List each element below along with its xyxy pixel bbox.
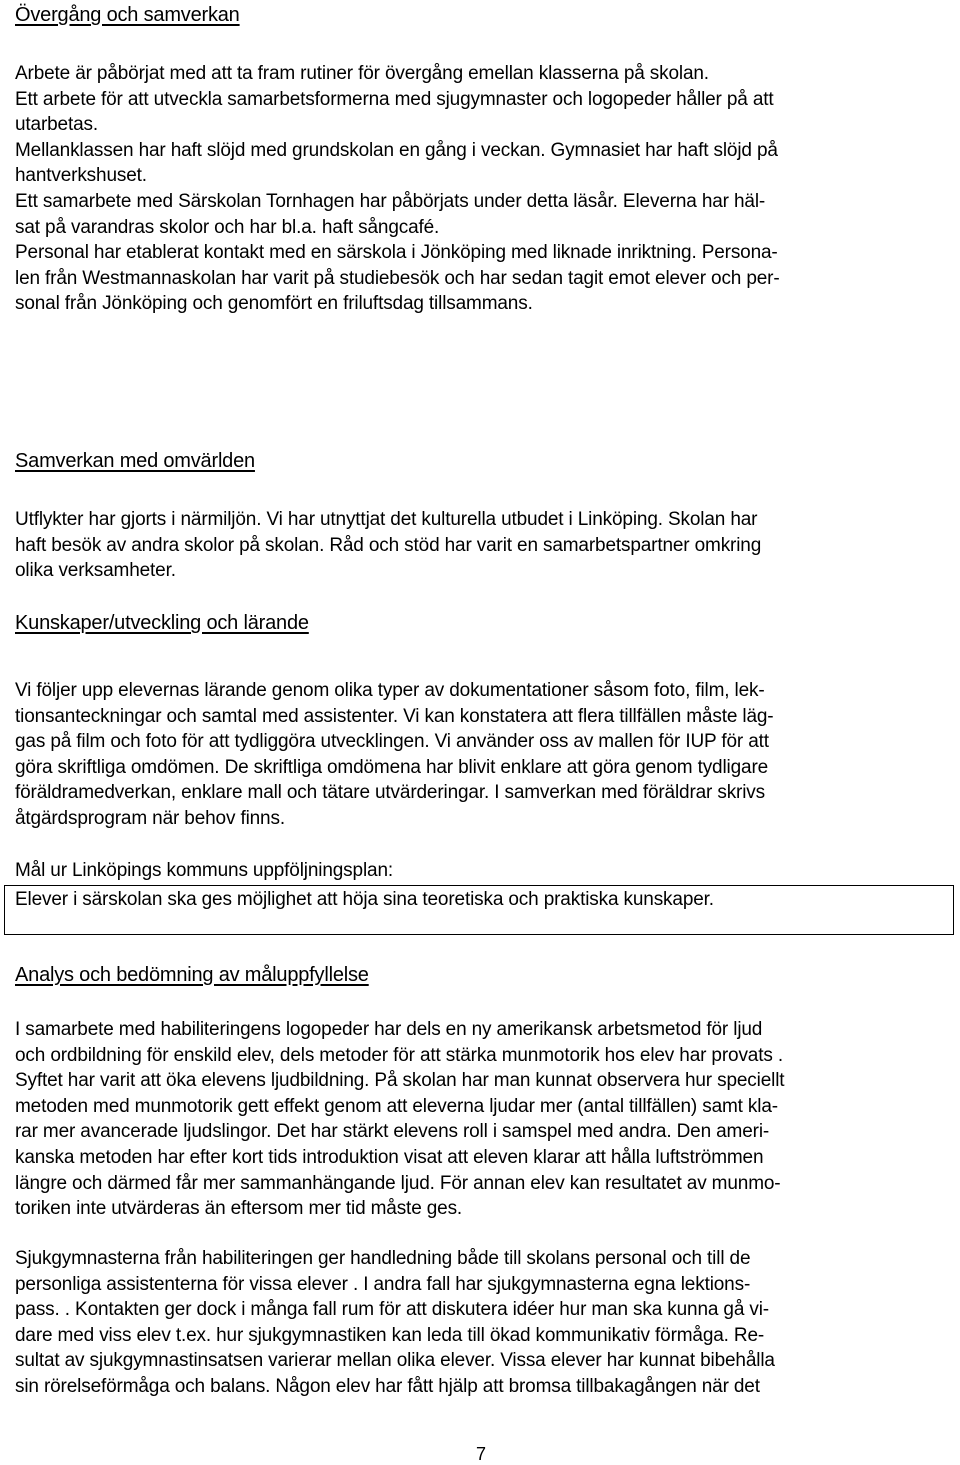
text-line: metoden med munmotorik gett effekt genom att eleverna ljudar mer (antal tillfällen) samt kla- — [15, 1095, 778, 1117]
text-line: sin rörelseförmåga och balans. Någon elev har fått hjälp att bromsa tillbakagången när det — [15, 1375, 760, 1397]
paragraph-samverkan-omvarlden — [15, 507, 761, 584]
goal-text: Elever i särskolan ska ges möjlighet att höja sina teoretiska och praktiska kunskaper. — [15, 889, 714, 910]
text-line: åtgärdsprogram när behov finns. — [15, 807, 285, 829]
text-line: gas på film och foto för att tydliggöra utvecklingen. Vi använder oss av mallen för IUP för att — [15, 731, 769, 753]
section-heading-analys: Analys och bedömning av måluppfyllelse — [15, 964, 369, 986]
text-line: olika verksamheter. — [15, 560, 176, 582]
text-line: rar mer avancerade ljudslingor. Det har stärkt elevens roll i samspel med andra. Den ameri- — [15, 1121, 770, 1143]
text-line: Syftet har varit att öka elevens ljudbildning. På skolan har man kunnat observera hur speciellt — [15, 1070, 785, 1092]
text-line: Arbete är påbörjat med att ta fram rutiner för övergång emellan klasserna på skolan. — [15, 63, 709, 84]
paragraph-kunskaper — [15, 678, 773, 832]
text-line: I samarbete med habiliteringens logopeder har dels en ny amerikansk arbetsmetod för ljud — [15, 1019, 763, 1040]
text-line: Ett samarbete med Särskolan Tornhagen har påbörjats under detta läsår. Eleverna har häl- — [15, 190, 766, 212]
text-line: sonal från Jönköping och genomfört en friluftsdag tillsammans. — [15, 293, 533, 315]
text-line: personliga assistenterna för vissa elever . I andra fall har sjukgymnasterna egna lektions- — [15, 1273, 751, 1295]
text-line: haft besök av andra skolor på skolan. Råd och stöd har varit en samarbetspartner omkring — [15, 534, 762, 556]
text-line: sat på varandras skolor och har bl.a. haft sångcafé. — [15, 216, 440, 238]
text-line: Sjukgymnasterna från habiliteringen ger handledning både till skolans personal och till de — [15, 1248, 751, 1269]
text-line: tionsanteckningar och samtal med assistenter. Vi kan konstatera att flera tillfällen måste läg- — [15, 705, 774, 727]
goal-label: Mål ur Linköpings kommuns uppföljningsplan: — [15, 860, 393, 881]
goal-box — [4, 885, 954, 935]
text-line: Personal har etablerat kontakt med en särskola i Jönköping med liknade inriktning. Persona- — [15, 242, 778, 264]
text-line: Ett arbete för att utveckla samarbetsformerna med sjugymnaster och logopeder håller på att — [15, 88, 774, 110]
text-line: len från Westmannaskolan har varit på studiebesök och har sedan tagit emot elever och per- — [15, 267, 780, 289]
text-line: Mellanklassen har haft slöjd med grundskolan en gång i veckan. Gymnasiet har haft slöjd på — [15, 139, 778, 161]
section-heading-kunskaper: Kunskaper/utveckling och lärande — [15, 612, 309, 634]
paragraph-analys-1 — [15, 1017, 784, 1222]
text-line: utarbetas. — [15, 114, 98, 136]
section-heading-samverkan-omvarlden: Samverkan med omvärlden — [15, 450, 255, 472]
text-line: pass. . Kontakten ger dock i många fall rum för att diskutera idéer hur man ska kunna gå vi- — [15, 1299, 769, 1321]
text-line: längre och därmed får mer sammanhängande ljud. För annan elev kan resultatet av munmo- — [15, 1172, 781, 1194]
text-line: och ordbildning för enskild elev, dels metoder för att stärka munmotorik hos elev har provats . — [15, 1044, 783, 1066]
text-line: Vi följer upp elevernas lärande genom olika typer av dokumentationer såsom foto, film, lek- — [15, 680, 765, 701]
text-line: hantverkshuset. — [15, 165, 147, 187]
text-line: kanska metoden har efter kort tids introduktion visat att eleven klarar att hålla luftströmmen — [15, 1146, 764, 1168]
text-line: toriken inte utvärderas än eftersom mer tid måste ges. — [15, 1198, 463, 1220]
paragraph-analys-2 — [15, 1246, 775, 1400]
text-line: dare med viss elev t.ex. hur sjukgymnastiken kan leda till ökad kommunikativ förmåga. Re- — [15, 1324, 765, 1346]
text-line: göra skriftliga omdömen. De skriftliga omdömena har blivit enklare att göra genom tydligare — [15, 756, 769, 778]
text-line: föräldramedverkan, enklare mall och tätare utvärderingar. I samverkan med föräldrar skrivs — [15, 782, 765, 804]
text-line: Utflykter har gjorts i närmiljön. Vi har utnyttjat det kulturella utbudet i Linköping. Skolan har — [15, 509, 758, 530]
text-line: sultat av sjukgymnastinsatsen varierar mellan olika elever. Vissa elever har kunnat bibehålla — [15, 1350, 775, 1372]
paragraph-overgang — [15, 61, 780, 317]
page-number: 7 — [476, 1444, 487, 1464]
section-heading-overgang: Övergång och samverkan — [15, 4, 240, 26]
